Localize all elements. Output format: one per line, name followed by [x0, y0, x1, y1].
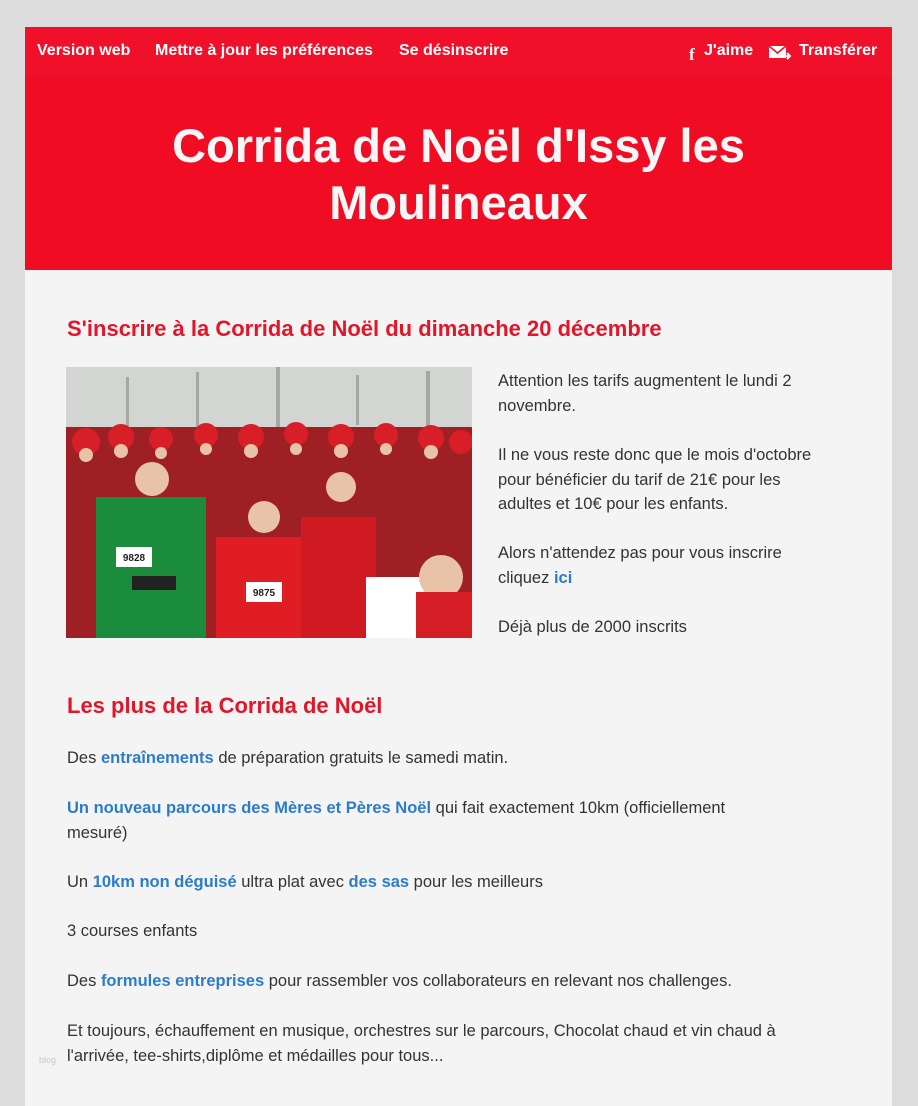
new-course-link[interactable]: Un nouveau parcours des Mères et Pères Noël [67, 799, 432, 817]
blog-watermark: blog [39, 1055, 57, 1065]
email-container [25, 27, 892, 1106]
tariff-notice-line2: novembre. [498, 396, 576, 415]
registration-heading: S'inscrire à la Corrida de Noël du dimanche 20 décembre [67, 316, 662, 341]
runners-illustration [66, 367, 472, 638]
page-title-line1: Corrida de Noël d'Issy les [172, 119, 745, 172]
kids-races-item: 3 courses enfants [67, 922, 198, 940]
tariff-notice [498, 369, 858, 418]
corporate-suffix: pour rassembler vos collaborateurs en relevant nos challenges. [264, 972, 732, 990]
register-call-line1: Alors n'attendez pas pour vous inscrire [498, 544, 782, 562]
page-title [25, 117, 892, 231]
version-web-link[interactable]: Version web [37, 42, 131, 59]
corporate-formulas-link[interactable]: formules entreprises [100, 972, 265, 990]
bib-number-2: 9875 [252, 588, 276, 599]
bib-number-1: 9828 [122, 553, 146, 564]
forward-link[interactable]: Transférer [799, 42, 878, 59]
extras-heading: Les plus de la Corrida de Noël [67, 693, 383, 718]
october-offer-line2: pour bénéficier du tarif de 21€ pour les [498, 470, 781, 489]
new-course-line2: mesuré) [67, 823, 128, 842]
like-link[interactable]: J'aime [704, 42, 754, 59]
non-costumed-prefix: Un [67, 873, 93, 891]
october-offer-line3: adultes et 10€ pour les enfants. [498, 495, 729, 513]
unsubscribe-link[interactable]: Se désinscrire [399, 42, 509, 59]
page-title-line2: Moulineaux [329, 176, 588, 229]
amenities-item [67, 1019, 867, 1068]
new-course-suffix: qui fait exactement 10km (officiellement [431, 799, 726, 817]
top-nav-bar [25, 27, 892, 77]
new-course-item [67, 796, 867, 845]
training-link[interactable]: entraînements [100, 749, 214, 767]
non-costumed-suffix: pour les meilleurs [409, 873, 543, 891]
training-item [67, 746, 867, 771]
tariff-notice-line1: Attention les tarifs augmentent le lundi 2 [498, 372, 792, 390]
non-costumed-10km-link[interactable]: 10km non déguisé [92, 873, 237, 891]
registrants-count: Déjà plus de 2000 inscrits [498, 618, 687, 636]
amenities-line2: l'arrivée, tee-shirts,diplôme et médailles pour tous... [67, 1046, 444, 1065]
training-prefix: Des [67, 749, 101, 767]
update-preferences-link[interactable]: Mettre à jour les préférences [155, 42, 373, 59]
facebook-icon[interactable]: f [689, 45, 695, 64]
amenities-line1: Et toujours, échauffement en musique, orchestres sur le parcours, Chocolat chaud et vin chaud à [67, 1022, 776, 1040]
mail-forward-icon[interactable] [768, 44, 792, 62]
training-suffix: de préparation gratuits le samedi matin. [213, 749, 509, 767]
october-offer [498, 443, 878, 517]
header-banner [25, 77, 892, 270]
corporate-prefix: Des [67, 972, 101, 990]
non-costumed-mid: ultra plat avec [236, 873, 349, 891]
santa-runners-photo [66, 367, 472, 638]
register-call [498, 541, 858, 590]
corporate-item [67, 969, 867, 994]
register-call-prefix: cliquez [498, 568, 554, 587]
sas-link[interactable]: des sas [348, 873, 410, 891]
non-costumed-item [67, 870, 867, 895]
october-offer-line1: Il ne vous reste donc que le mois d'octobre [498, 446, 812, 464]
register-here-link[interactable]: ici [553, 568, 573, 587]
